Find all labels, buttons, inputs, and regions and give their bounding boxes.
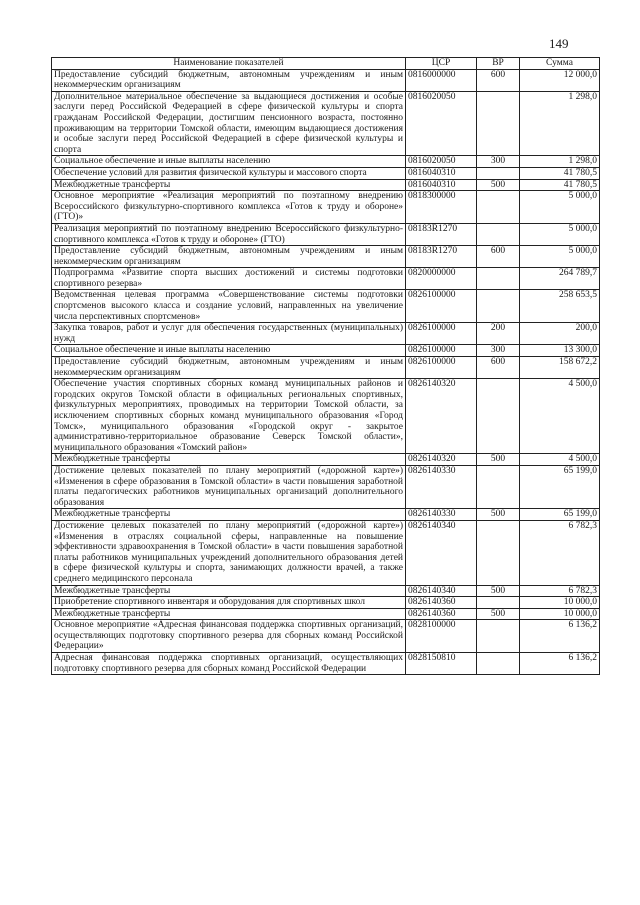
row-name-cell: Межбюджетные трансферты — [52, 179, 406, 191]
row-vr-cell — [477, 290, 520, 323]
table-row — [52, 597, 600, 609]
table-row — [52, 290, 600, 323]
row-vr-cell: 200 — [477, 323, 520, 345]
row-vr-cell: 500 — [477, 608, 520, 620]
row-name-cell: Межбюджетные трансферты — [52, 608, 406, 620]
row-csr-cell: 0828150810 — [406, 653, 477, 675]
row-name-cell: Дополнительное материальное обеспечение за выдающиеся достижения и особые заслуги перед Российской Федерацией в сфере физической культуры и спорта гражданам Российской Федерации, достигшим пенсионного возраста, постоянно проживающим на территории Томской области, имеющим выдающиеся достижения и особые заслуги перед Российской Федерацией в сфере физической культуры и спорта — [52, 91, 406, 156]
row-vr-cell: 300 — [477, 156, 520, 168]
table-row — [52, 223, 600, 245]
table-row — [52, 156, 600, 168]
row-name-cell: Основное мероприятие «Реализация мероприятий по поэтапному внедрению Всероссийского физкультурно-спортивного комплекса «Готов к труду и обороне» (ГТО)» — [52, 191, 406, 224]
row-sum-cell: 65 199,0 — [520, 509, 600, 521]
row-vr-cell: 300 — [477, 345, 520, 357]
row-csr-cell: 0826140360 — [406, 608, 477, 620]
table-row — [52, 454, 600, 466]
row-vr-cell — [477, 465, 520, 508]
row-sum-cell: 13 300,0 — [520, 345, 600, 357]
row-csr-cell: 0816020050 — [406, 91, 477, 156]
row-vr-cell — [477, 520, 520, 585]
row-name-cell: Межбюджетные трансферты — [52, 585, 406, 597]
row-name-cell: Обеспечение условий для развития физической культуры и массового спорта — [52, 167, 406, 179]
row-sum-cell: 5 000,0 — [520, 246, 600, 268]
row-csr-cell: 0826140330 — [406, 509, 477, 521]
row-csr-cell: 0826140330 — [406, 465, 477, 508]
table-row — [52, 608, 600, 620]
row-name-cell: Закупка товаров, работ и услуг для обеспечения государственных (муниципальных) нужд — [52, 323, 406, 345]
row-sum-cell: 5 000,0 — [520, 191, 600, 224]
row-name-cell: Социальное обеспечение и иные выплаты населению — [52, 156, 406, 168]
row-sum-cell: 1 298,0 — [520, 156, 600, 168]
row-name-cell: Достижение целевых показателей по плану мероприятий («дорожной карте») «Изменения в сфере образования в Томской области» в части повышения заработной платы педагогических работников муниципальных организаций дополнительного образования — [52, 465, 406, 508]
row-sum-cell: 6 136,2 — [520, 620, 600, 653]
row-vr-cell: 600 — [477, 246, 520, 268]
table-row — [52, 379, 600, 454]
row-vr-cell — [477, 191, 520, 224]
header-name: Наименование показателей — [52, 58, 406, 70]
row-sum-cell: 41 780,5 — [520, 167, 600, 179]
row-sum-cell: 5 000,0 — [520, 223, 600, 245]
table-row — [52, 585, 600, 597]
header-sum: Сумма — [520, 58, 600, 70]
row-sum-cell: 258 653,5 — [520, 290, 600, 323]
row-csr-cell: 0828100000 — [406, 620, 477, 653]
row-name-cell: Предоставление субсидий бюджетным, автономным учреждениям и иным некоммерческим организациям — [52, 357, 406, 379]
row-csr-cell: 0826140320 — [406, 454, 477, 466]
table-row — [52, 465, 600, 508]
row-name-cell: Достижение целевых показателей по плану мероприятий («дорожной карте») «Изменения в отраслях социальной сферы, направленные на повышение эффективности здравоохранения в Томской области» в части повышения заработной платы работников муниципальных учреждений дополнительного образования детей в сфере физической культуры и спорта, занимающих должности врачей, а также среднего медицинского персонала — [52, 520, 406, 585]
table-row — [52, 191, 600, 224]
row-sum-cell: 12 000,0 — [520, 69, 600, 91]
row-sum-cell: 6 136,2 — [520, 653, 600, 675]
header-csr: ЦСР — [406, 58, 477, 70]
table-header-row — [52, 58, 600, 70]
table-row — [52, 620, 600, 653]
row-csr-cell: 0816000000 — [406, 69, 477, 91]
row-csr-cell: 0816040310 — [406, 167, 477, 179]
table-row — [52, 653, 600, 675]
row-csr-cell: 0826140340 — [406, 520, 477, 585]
table-row — [52, 69, 600, 91]
row-name-cell: Основное мероприятие «Адресная финансовая поддержка спортивных организаций, осуществляющих подготовку спортивного резерва для сборных команд Российской Федерации» — [52, 620, 406, 653]
row-sum-cell: 10 000,0 — [520, 597, 600, 609]
row-sum-cell: 6 782,3 — [520, 520, 600, 585]
row-sum-cell: 6 782,3 — [520, 585, 600, 597]
row-csr-cell: 0816020050 — [406, 156, 477, 168]
row-name-cell: Межбюджетные трансферты — [52, 509, 406, 521]
row-csr-cell: 08183R1270 — [406, 246, 477, 268]
row-sum-cell: 41 780,5 — [520, 179, 600, 191]
table-row — [52, 91, 600, 156]
row-csr-cell: 0820000000 — [406, 268, 477, 290]
row-csr-cell: 08183R1270 — [406, 223, 477, 245]
row-vr-cell — [477, 91, 520, 156]
table-row — [52, 509, 600, 521]
row-vr-cell — [477, 223, 520, 245]
row-vr-cell: 500 — [477, 179, 520, 191]
row-sum-cell: 158 672,2 — [520, 357, 600, 379]
table-row — [52, 167, 600, 179]
row-sum-cell: 200,0 — [520, 323, 600, 345]
row-csr-cell: 0826140320 — [406, 379, 477, 454]
row-sum-cell: 65 199,0 — [520, 465, 600, 508]
row-name-cell: Адресная финансовая поддержка спортивных организаций, осуществляющих подготовку спортивного резерва для сборных команд Российской Федерации — [52, 653, 406, 675]
row-csr-cell: 0816040310 — [406, 179, 477, 191]
row-name-cell: Межбюджетные трансферты — [52, 454, 406, 466]
table-row — [52, 246, 600, 268]
row-vr-cell — [477, 167, 520, 179]
row-vr-cell — [477, 597, 520, 609]
row-csr-cell: 0826100000 — [406, 357, 477, 379]
row-vr-cell: 500 — [477, 509, 520, 521]
row-csr-cell: 0826100000 — [406, 323, 477, 345]
row-name-cell: Предоставление субсидий бюджетным, автономным учреждениям и иным некоммерческим организациям — [52, 246, 406, 268]
row-csr-cell: 0818300000 — [406, 191, 477, 224]
row-sum-cell: 10 000,0 — [520, 608, 600, 620]
row-name-cell: Социальное обеспечение и иные выплаты населению — [52, 345, 406, 357]
table-row — [52, 357, 600, 379]
row-name-cell: Предоставление субсидий бюджетным, автономным учреждениям и иным некоммерческим организациям — [52, 69, 406, 91]
row-sum-cell: 4 500,0 — [520, 454, 600, 466]
page-number: 149 — [549, 36, 569, 51]
row-name-cell: Обеспечение участия спортивных сборных команд муниципальных районов и городских округов Томской области в официальных региональных спортивных, физкультурных мероприятиях, проводимых на территории Томской области, за исключением спортивных сборных команд муниципального образования «Город Томск», муниципального образования «Городской округ - закрытое административно-территориальное образование Северск Томской области», муниципального образования «Томский район» — [52, 379, 406, 454]
row-vr-cell: 600 — [477, 69, 520, 91]
row-sum-cell: 264 789,7 — [520, 268, 600, 290]
table-row — [52, 520, 600, 585]
row-name-cell: Ведомственная целевая программа «Совершенствование системы подготовки спортсменов высокого класса и создание условий, направленных на увеличение числа перспективных спортсменов» — [52, 290, 406, 323]
table-row — [52, 179, 600, 191]
table-row — [52, 323, 600, 345]
row-vr-cell: 600 — [477, 357, 520, 379]
row-vr-cell — [477, 620, 520, 653]
row-sum-cell: 1 298,0 — [520, 91, 600, 156]
row-csr-cell: 0826100000 — [406, 345, 477, 357]
row-vr-cell — [477, 379, 520, 454]
budget-table — [51, 57, 600, 675]
row-vr-cell: 500 — [477, 585, 520, 597]
row-vr-cell — [477, 268, 520, 290]
row-name-cell: Подпрограмма «Развитие спорта высших достижений и системы подготовки спортивного резерва» — [52, 268, 406, 290]
row-name-cell: Реализация мероприятий по поэтапному внедрению Всероссийского физкультурно-спортивного комплекса «Готов к труду и обороне» (ГТО) — [52, 223, 406, 245]
row-vr-cell — [477, 653, 520, 675]
row-csr-cell: 0826100000 — [406, 290, 477, 323]
table-row — [52, 345, 600, 357]
row-csr-cell: 0826140360 — [406, 597, 477, 609]
row-name-cell: Приобретение спортивного инвентаря и оборудования для спортивных школ — [52, 597, 406, 609]
row-csr-cell: 0826140340 — [406, 585, 477, 597]
table-row — [52, 268, 600, 290]
row-vr-cell: 500 — [477, 454, 520, 466]
row-sum-cell: 4 500,0 — [520, 379, 600, 454]
header-vr: ВР — [477, 58, 520, 70]
